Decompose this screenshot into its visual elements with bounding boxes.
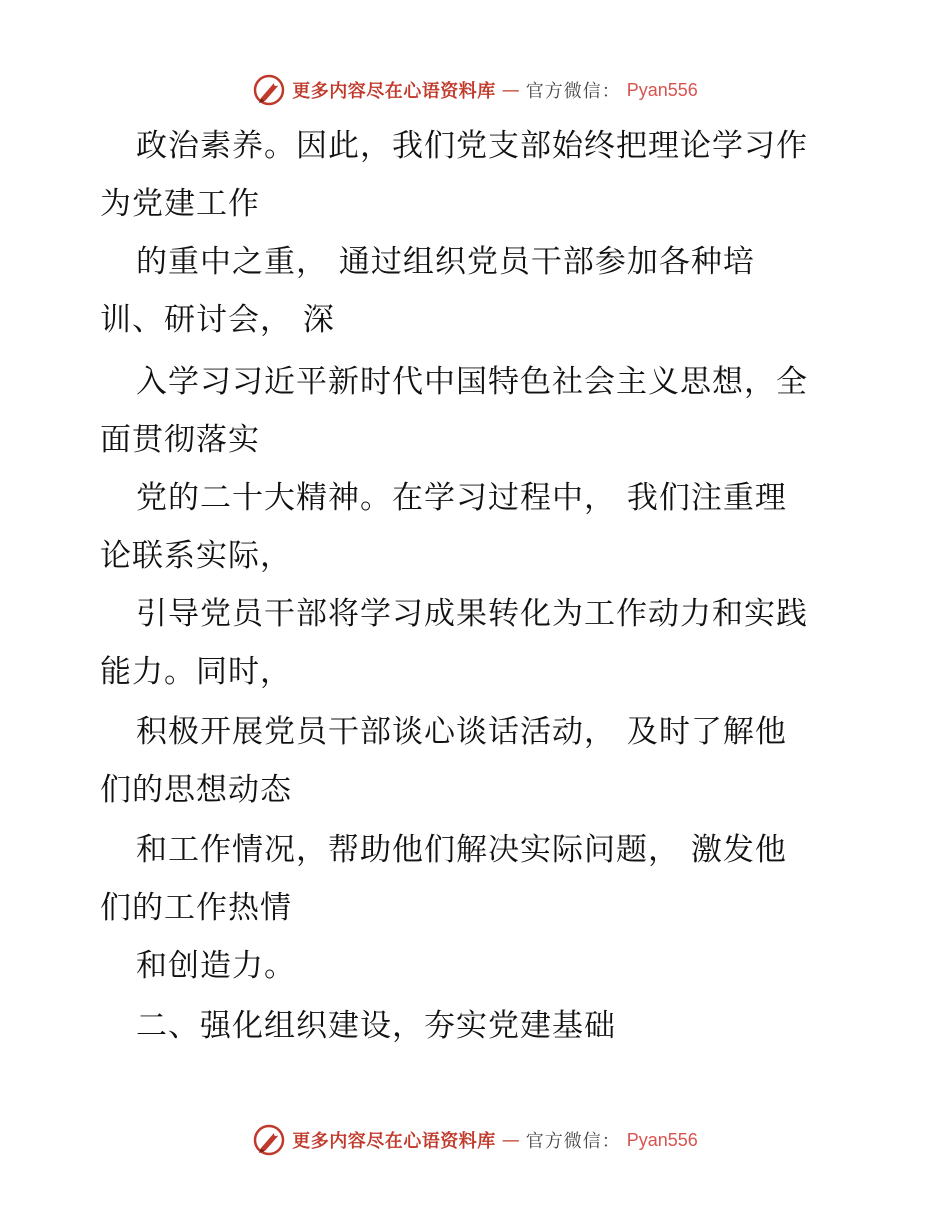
- header-banner-content: [252, 73, 698, 107]
- body-line: 能力。同时，: [100, 654, 292, 690]
- body-line: 面贯彻落实: [100, 422, 260, 458]
- footer-banner-wechat-id: Pyan556: [626, 1129, 698, 1150]
- body-line: 们的工作热情: [100, 890, 292, 926]
- footer-banner: [0, 1120, 950, 1160]
- footer-banner-dash: —: [501, 1129, 520, 1151]
- body-line: 们的思想动态: [100, 772, 292, 808]
- section-heading: 二、强化组织建设，夯实党建基础: [136, 1008, 616, 1044]
- body-line: 和创造力。: [136, 948, 296, 984]
- body-line: 为党建工作: [100, 186, 260, 222]
- header-banner: [0, 70, 950, 110]
- body-line: 入学习习近平新时代中国特色社会主义思想，全: [136, 364, 808, 400]
- body-line: 政治素养。因此，我们党支部始终把理论学习作: [136, 128, 808, 164]
- body-line: 论联系实际，: [100, 538, 292, 574]
- header-banner-wechat-label: 官方微信：: [525, 81, 621, 102]
- header-banner-wechat-id: Pyan556: [626, 79, 698, 100]
- header-banner-title: 更多内容尽在心语资料库: [292, 81, 496, 102]
- body-line: 的重中之重， 通过组织党员干部参加各种培: [136, 244, 755, 280]
- pen-logo-icon: [252, 1123, 286, 1157]
- body-line: 和工作情况，帮助他们解决实际问题， 激发他: [136, 832, 787, 868]
- footer-banner-title: 更多内容尽在心语资料库: [292, 1131, 496, 1152]
- body-line: 训、研讨会， 深: [100, 302, 335, 338]
- footer-banner-content: [252, 1123, 698, 1157]
- body-line: 党的二十大精神。在学习过程中， 我们注重理: [136, 480, 787, 516]
- pen-logo-icon: [252, 73, 286, 107]
- header-banner-dash: —: [501, 79, 520, 101]
- body-line: 引导党员干部将学习成果转化为工作动力和实践: [136, 596, 808, 632]
- footer-banner-wechat-label: 官方微信：: [525, 1131, 621, 1152]
- body-line: 积极开展党员干部谈心谈话活动， 及时了解他: [136, 714, 787, 750]
